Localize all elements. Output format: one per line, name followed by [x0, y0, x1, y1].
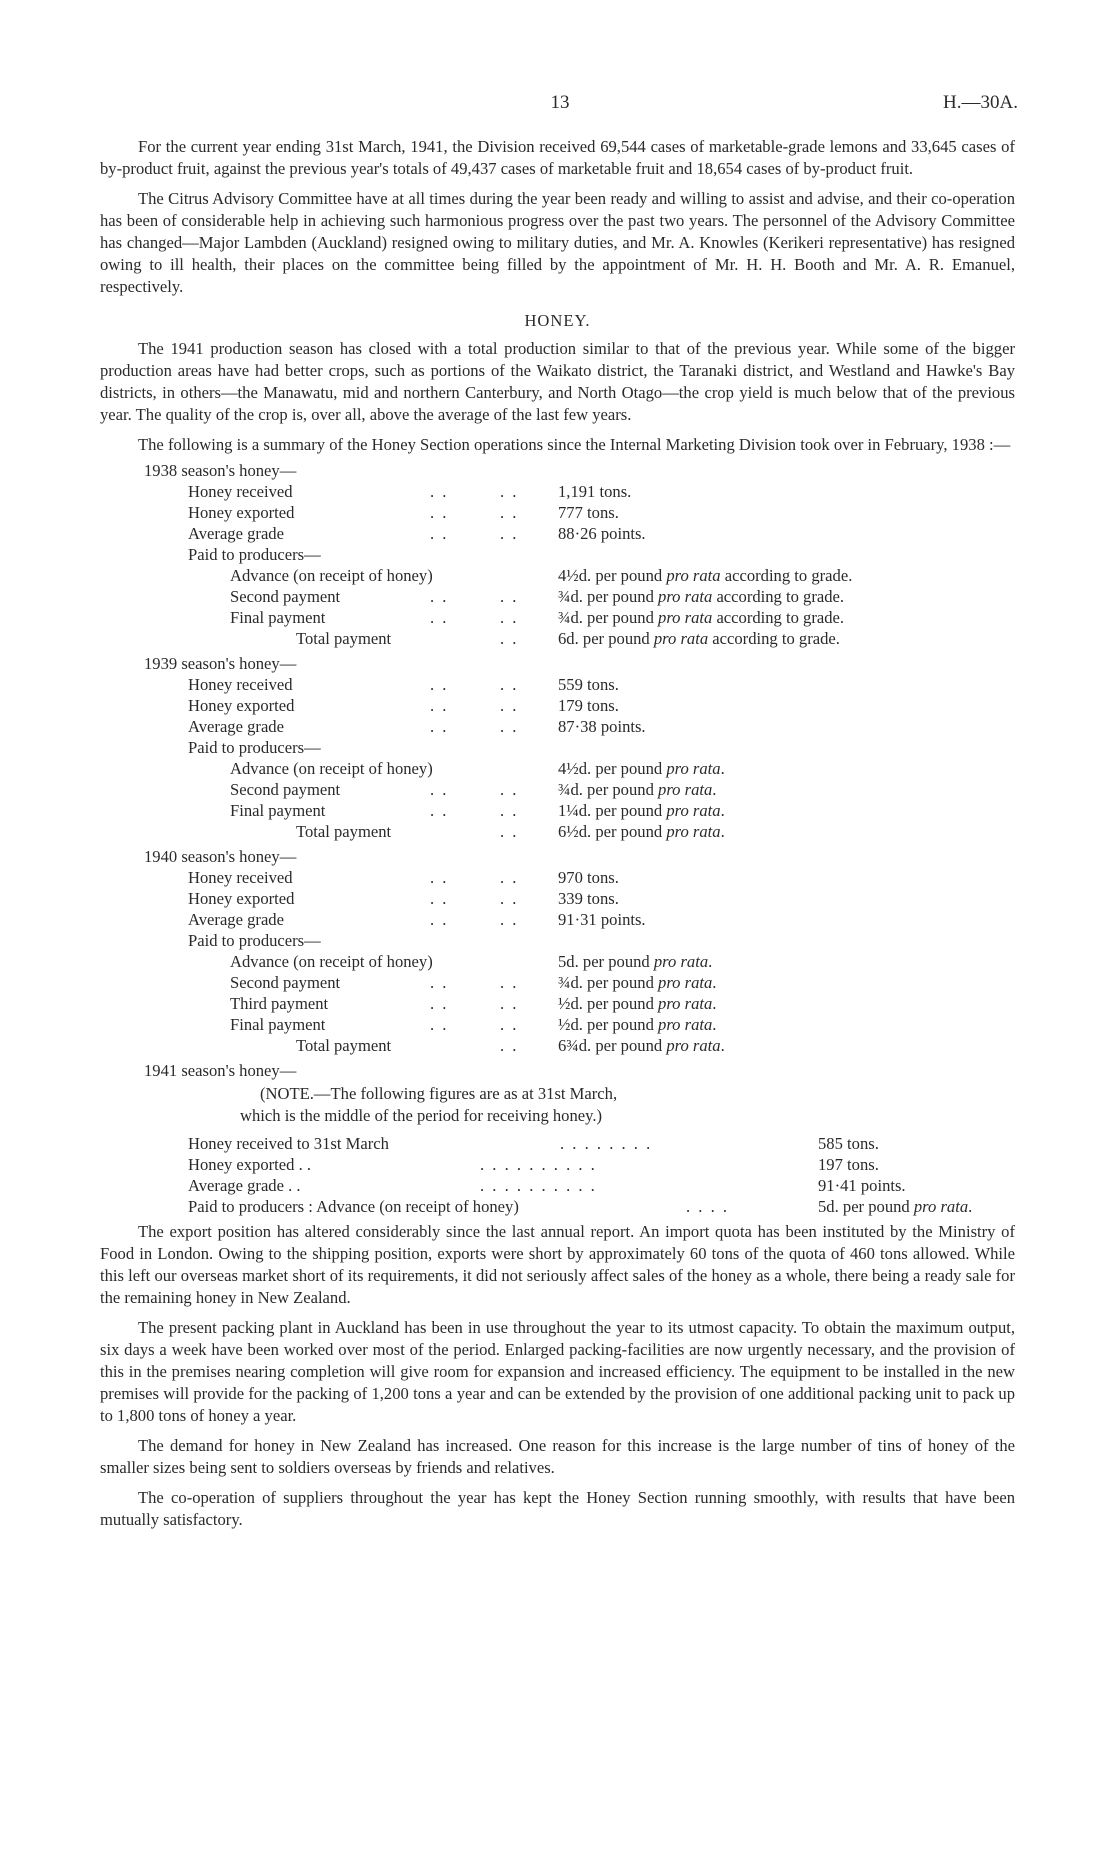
paragraph-export-position: The export position has altered considerably since the last annual report. An import quota has been instituted by the Ministry of Food in London. Owing to the shipping position, exports were short by approximately 60 tons of the quota of 460 tons allowed. While this left our overseas market short of its requirements, it did not seriously affect sales of the honey as a whole, there being a ready sale for the remaining honey in New Zealand. — [100, 1222, 1015, 1307]
paragraph-cooperation: The co-operation of suppliers throughout the year has kept the Honey Section running smoothly, with results that have been mutually satisfactory. — [100, 1488, 1015, 1529]
payment-amount: 5d. per pound — [558, 952, 650, 971]
leader-dots: . . . . . . . . — [560, 1134, 653, 1153]
value-second-payment — [558, 586, 844, 608]
label-third-payment: Third payment — [230, 994, 329, 1013]
value-honey-exported: 179 tons. — [558, 696, 619, 715]
value-final-payment: 1¼d. per pound pro rata. — [558, 801, 725, 820]
note-line-2: which is the middle of the period for receiving honey.) — [240, 1106, 603, 1125]
leader-dots: . . — [430, 608, 449, 627]
value-advance: 5d. per pound pro rata. — [558, 952, 713, 971]
label-honey-received: Honey received — [188, 868, 293, 887]
leader-dots: . . — [500, 889, 519, 908]
leader-dots: . . — [430, 910, 449, 929]
label-paid-to-producers: Paid to producers— — [188, 738, 321, 757]
label-final-payment: Final payment — [230, 801, 326, 820]
leader-dots: . . — [430, 503, 449, 522]
season-1939 — [100, 653, 1015, 842]
value-final-payment — [558, 607, 844, 629]
value-total-payment: 6¾d. per pound pro rata. — [558, 1036, 725, 1055]
leader-dots: . . — [500, 675, 519, 694]
payment-suffix: according to grade. — [716, 608, 845, 627]
value-total-payment: 6½d. per pound pro rata. — [558, 822, 725, 841]
payment-amount: 4½d. per pound — [558, 759, 663, 778]
value-average-grade: 91·31 points. — [558, 910, 646, 929]
leader-dots: . . — [430, 482, 449, 501]
pro-rata: pro rata — [666, 801, 721, 820]
leader-dots: . . — [430, 801, 449, 820]
label-advance: Advance (on receipt of honey) — [230, 952, 433, 971]
label-honey-exported: Honey exported — [188, 503, 295, 522]
season-title: 1938 season's honey— — [144, 461, 297, 480]
leader-dots: . . . . . . . . . . — [480, 1155, 597, 1174]
label-final-payment: Final payment — [230, 608, 326, 627]
payment-suffix: according to grade. — [716, 587, 845, 606]
leader-dots: . . — [500, 822, 519, 841]
leader-dots: . . — [430, 717, 449, 736]
leader-dots: . . — [430, 994, 449, 1013]
leader-dots: . . — [430, 868, 449, 887]
leader-dots: . . — [500, 587, 519, 606]
paragraph-summary-intro: The following is a summary of the Honey Section operations since the Internal Marketing Division took over in February, 1938 :— — [138, 435, 1011, 454]
value-third-payment: ½d. per pound pro rata. — [558, 994, 717, 1013]
season-note — [100, 1083, 1015, 1127]
label-advance: Advance (on receipt of honey) — [230, 566, 433, 585]
value-honey-received: 585 tons. — [818, 1134, 879, 1153]
label-final-payment: Final payment — [230, 1015, 326, 1034]
value-honey-exported: 197 tons. — [818, 1155, 879, 1174]
leader-dots: . . — [500, 482, 519, 501]
label-paid-to-producers: Paid to producers— — [188, 931, 321, 950]
document-code: H.—30A. — [943, 92, 1018, 113]
leader-dots: . . — [500, 1015, 519, 1034]
leader-dots: . . — [500, 608, 519, 627]
label-paid-to-producers: Paid to producers— — [188, 545, 321, 564]
paragraph-citrus-committee: The Citrus Advisory Committee have at all times during the year been ready and willing to assist and advise, and their co-operation has been of considerable help in achieving such harmonious progress over the past two years. The personnel of the Advisory Committee has changed—Major Lambden (Auckland) resigned owing to military duties, and Mr. A. Knowles (Kerikeri representative) has resigned owing to ill health, their places on the committee being filled by the appointment of Mr. H. H. Booth and Mr. A. R. Emanuel, respectively. — [100, 189, 1015, 296]
leader-dots: . . — [430, 696, 449, 715]
pro-rata: pro rata — [913, 1197, 969, 1216]
value-honey-exported: 339 tons. — [558, 889, 619, 908]
paragraph-citrus-current-year: For the current year ending 31st March, 1941, the Division received 69,544 cases of marketable-grade lemons and 33,645 cases of by-product fruit, against the previous year's totals of 49,437 cases of marketable fruit and 18,654 cases of by-product fruit. — [100, 137, 1015, 178]
pro-rata: pro rata — [666, 1036, 721, 1055]
leader-dots: . . — [500, 524, 519, 543]
pro-rata: pro rata — [658, 780, 713, 799]
leader-dots: . . . . — [686, 1197, 730, 1216]
value-advance: 4½d. per pound pro rata. — [558, 759, 725, 778]
paragraph-honey-season: The 1941 production season has closed with a total production similar to that of the previous year. While some of the bigger production areas have had better crops, such as portions of the Waikato district, the Taranaki district, and Westland and Hawke's Bay districts, in others—the Manawatu, mid and northern Canterbury, and North Otago—the crop yield is much below that of the previous year. The quality of the crop is, over all, above the average of the last few years. — [100, 339, 1015, 424]
leader-dots: . . — [430, 889, 449, 908]
label-total-payment: Total payment — [296, 629, 392, 648]
leader-dots: . . — [430, 973, 449, 992]
label-honey-exported: Honey exported — [188, 696, 295, 715]
value-honey-received: 970 tons. — [558, 868, 619, 887]
value-advance — [558, 565, 852, 587]
leader-dots: . . — [500, 1036, 519, 1055]
label-second-payment: Second payment — [230, 587, 341, 606]
season-1940 — [100, 846, 1015, 1056]
body-text — [100, 136, 1015, 1539]
payment-amount: 5d. per pound — [818, 1197, 910, 1216]
leader-dots: . . — [500, 717, 519, 736]
value-average-grade: 91·41 points. — [818, 1176, 906, 1195]
payment-amount: ¾d. per pound — [558, 973, 654, 992]
pro-rata: pro rata — [658, 994, 713, 1013]
value-average-grade: 88·26 points. — [558, 524, 646, 543]
pro-rata: pro rata — [666, 822, 721, 841]
pro-rata: pro rata — [658, 608, 713, 627]
leader-dots: . . — [500, 994, 519, 1013]
payment-amount: 1¼d. per pound — [558, 801, 663, 820]
pro-rata: pro rata — [658, 587, 713, 606]
pro-rata: pro rata — [666, 759, 721, 778]
label-paid-to-producers-advance: Paid to producers : Advance (on receipt of honey) — [188, 1197, 519, 1216]
payment-suffix: according to grade. — [712, 629, 840, 648]
pro-rata: pro rata — [658, 973, 713, 992]
value-final-payment: ½d. per pound pro rata. — [558, 1015, 717, 1034]
pro-rata: pro rata — [653, 952, 709, 971]
note-line-1: (NOTE.—The following figures are as at 31st March, — [260, 1084, 618, 1103]
value-second-payment: ¾d. per pound pro rata. — [558, 780, 717, 799]
label-honey-received: Honey received — [188, 675, 293, 694]
leader-dots: . . — [430, 524, 449, 543]
leader-dots: . . — [500, 629, 519, 648]
value-honey-exported: 777 tons. — [558, 503, 619, 522]
leader-dots: . . — [500, 973, 519, 992]
section-heading-honey: HONEY. — [524, 311, 591, 330]
paragraph-packing-plant: The present packing plant in Auckland has been in use throughout the year to its utmost capacity. To obtain the maximum output, six days a week have been worked over most of the period. Enlarged packing-facilities are now urgently necessary, and the provision of this in the premises nearing completion will give room for expansion and increased efficiency. The equipment to be installed in the new premises will provide for the packing of 1,200 tons a year and can be extended by the provision of one additional packing unit to pack up to 1,800 tons of honey a year. — [100, 1318, 1015, 1425]
label-average-grade: Average grade — [188, 524, 284, 543]
leader-dots: . . — [430, 780, 449, 799]
paragraph-demand: The demand for honey in New Zealand has increased. One reason for this increase is the large number of tins of honey of the smaller sizes being sent to soldiers overseas by friends and relatives. — [100, 1436, 1015, 1477]
payment-suffix: according to grade. — [724, 566, 853, 585]
leader-dots: . . — [500, 503, 519, 522]
value-honey-received: 559 tons. — [558, 675, 619, 694]
label-total-payment: Total payment — [296, 1036, 392, 1055]
label-average-grade: Average grade — [188, 717, 284, 736]
payment-amount: 6¾d. per pound — [558, 1036, 663, 1055]
leader-dots: . . . . . . . . . . — [480, 1176, 597, 1195]
payment-amount: ½d. per pound — [558, 994, 654, 1013]
pro-rata: pro rata — [653, 629, 709, 648]
label-second-payment: Second payment — [230, 973, 341, 992]
season-1938 — [100, 460, 1015, 649]
payment-amount: ¾d. per pound — [558, 780, 654, 799]
label-second-payment: Second payment — [230, 780, 341, 799]
label-honey-received: Honey received — [188, 482, 293, 501]
leader-dots: . . — [500, 910, 519, 929]
leader-dots: . . — [430, 1015, 449, 1034]
payment-amount: 6d. per pound — [558, 629, 650, 648]
pro-rata: pro rata — [666, 566, 721, 585]
leader-dots: . . — [500, 868, 519, 887]
season-title: 1940 season's honey— — [144, 847, 297, 866]
leader-dots: . . — [430, 587, 449, 606]
value-second-payment: ¾d. per pound pro rata. — [558, 973, 717, 992]
page-number: 13 — [550, 92, 570, 113]
label-average-grade: Average grade — [188, 910, 284, 929]
leader-dots: . . — [500, 801, 519, 820]
leader-dots: . . — [430, 675, 449, 694]
payment-amount: 6½d. per pound — [558, 822, 663, 841]
pro-rata: pro rata — [658, 1015, 713, 1034]
payment-amount: 4½d. per pound — [558, 566, 663, 585]
label-honey-received-to-march: Honey received to 31st March — [188, 1134, 389, 1153]
value-average-grade: 87·38 points. — [558, 717, 646, 736]
label-advance: Advance (on receipt of honey) — [230, 759, 433, 778]
leader-dots: . . — [500, 780, 519, 799]
value-total-payment — [558, 628, 840, 650]
payment-amount: ½d. per pound — [558, 1015, 654, 1034]
payment-amount: ¾d. per pound — [558, 587, 654, 606]
value-honey-received: 1,191 tons. — [558, 482, 632, 501]
season-title: 1941 season's honey— — [144, 1061, 297, 1080]
payment-amount: ¾d. per pound — [558, 608, 654, 627]
label-average-grade: Average grade . . — [188, 1176, 301, 1195]
label-total-payment: Total payment — [296, 822, 392, 841]
label-honey-exported: Honey exported — [188, 889, 295, 908]
season-1941 — [100, 1060, 1015, 1217]
label-honey-exported: Honey exported . . — [188, 1155, 312, 1174]
value-paid-advance: 5d. per pound pro rata. — [818, 1197, 973, 1216]
leader-dots: . . — [500, 696, 519, 715]
season-title: 1939 season's honey— — [144, 654, 297, 673]
